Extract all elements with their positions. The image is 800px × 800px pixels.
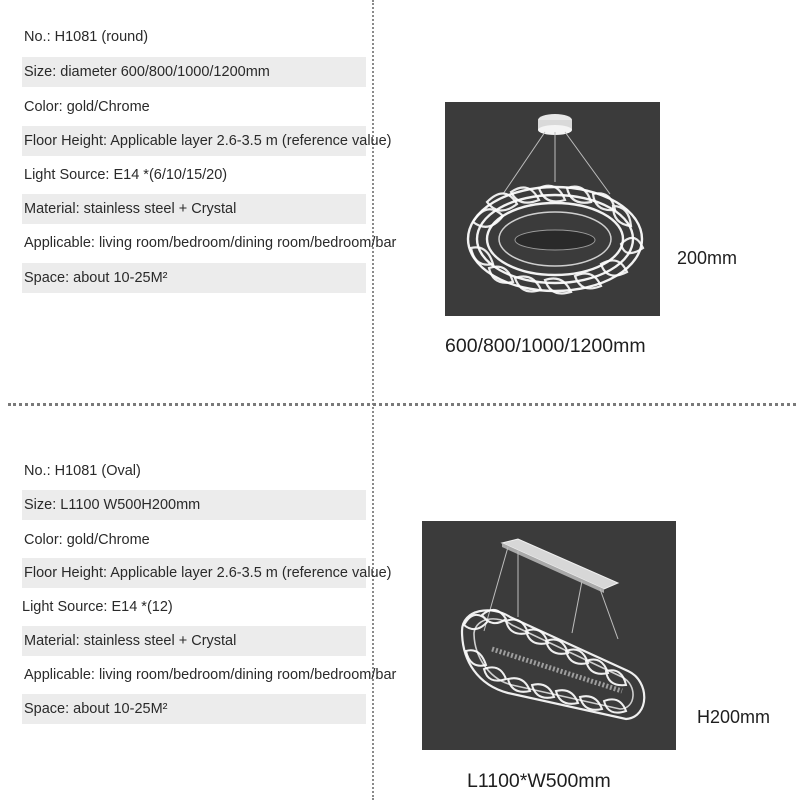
oval-width-label: L1100*W500mm	[467, 770, 611, 792]
spec-floor-height: Floor Height: Applicable layer 2.6-3.5 m (reference value)	[22, 558, 366, 588]
horizontal-divider	[8, 403, 796, 406]
spec-color: Color: gold/Chrome	[24, 532, 150, 548]
spec-model-number: No.: H1081 (Oval)	[24, 463, 141, 479]
spec-applicable: Applicable: living room/bedroom/dining room/bedroom/bar	[24, 667, 397, 683]
round-chandelier-image	[445, 102, 660, 316]
spec-light-source: Light Source: E14 *(12)	[22, 599, 173, 615]
spec-space: Space: about 10-25M²	[22, 263, 366, 293]
round-width-label: 600/800/1000/1200mm	[445, 335, 646, 357]
round-height-label: 200mm	[677, 248, 738, 268]
oval-height-label: H200mm	[697, 707, 771, 727]
spec-color: Color: gold/Chrome	[24, 99, 150, 115]
spec-size: Size: diameter 600/800/1000/1200mm	[22, 57, 366, 87]
spec-floor-height: Floor Height: Applicable layer 2.6-3.5 m (reference value)	[22, 126, 366, 156]
spec-applicable: Applicable: living room/bedroom/dining room/bedroom/bar	[24, 235, 397, 251]
spec-space: Space: about 10-25M²	[22, 694, 366, 724]
spec-light-source: Light Source: E14 *(6/10/15/20)	[24, 167, 228, 183]
spec-model-number: No.: H1081 (round)	[24, 29, 149, 45]
spec-material: Material: stainless steel + Crystal	[22, 194, 366, 224]
oval-chandelier-image	[422, 521, 676, 750]
spec-size: Size: L1100 W500H200mm	[22, 490, 366, 520]
spec-material: Material: stainless steel + Crystal	[22, 626, 366, 656]
